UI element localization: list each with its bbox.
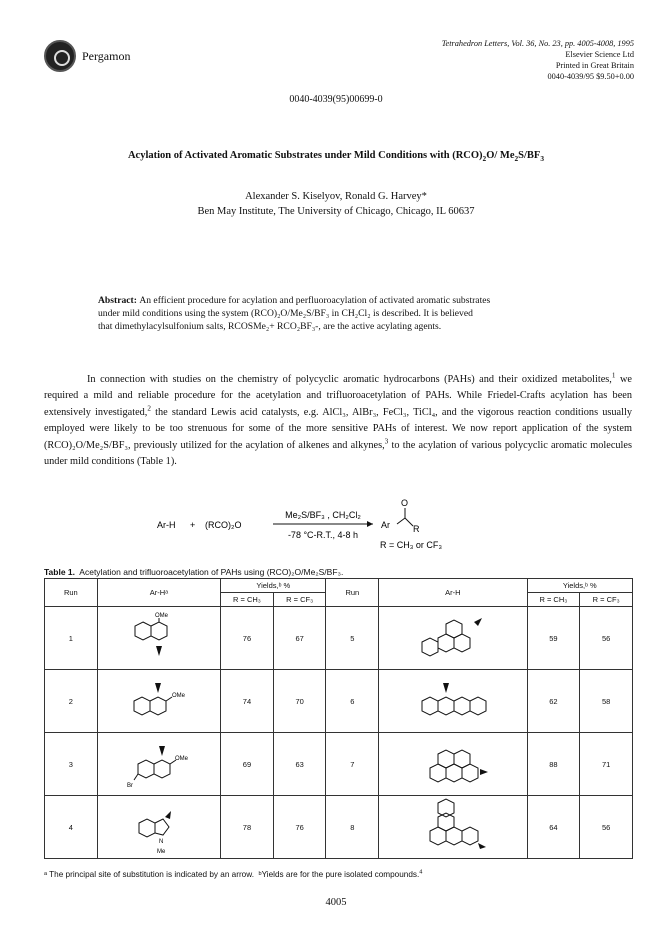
header-rch3-left: R = CH₃ [221, 593, 274, 607]
product-ar: Ar [381, 520, 390, 530]
footnote-a: ᵃ The principal site of substitution is indicated by an arrow. [44, 870, 254, 879]
yield-cf3: 58 [580, 670, 633, 733]
yield-cf3: 56 [580, 607, 633, 670]
run-number: 2 [45, 670, 98, 733]
price-line: 0040-4039/95 $9.50+0.00 [547, 72, 634, 81]
methoxynaphthalene-structure [129, 608, 189, 668]
n-label: N [158, 839, 164, 845]
body-paragraph [44, 372, 632, 470]
copyright-line: Elsevier Science Ltd [565, 50, 634, 59]
product-o: O [401, 498, 409, 508]
table-header-row-1 [45, 579, 633, 593]
bromomethoxynaphthalene-structure [124, 734, 194, 794]
affiliation: Ben May Institute, The University of Chicago, Chicago, IL 60637 [197, 206, 475, 217]
substitution-arrow [480, 769, 488, 775]
pah-structure-8 [408, 797, 498, 857]
header-arh-right: Ar-H [379, 579, 527, 607]
yield-ch3: 62 [527, 670, 580, 733]
product-bonds [397, 518, 413, 526]
pah-structure-5 [408, 608, 498, 668]
body-text-3: the standard Lewis acid catalysts, e.g. AlCl₃, AlBr₃, FeCl₃, TiCl₄, and the vigorous reaction conditions usually employed were likely to be too strenuous for some of the more sensitive PAHs of interest. We now report application of the system (RCO)₂O/Me₂S/BF₃, previously utilized for the acylation of alkenes and alkynes, [44, 406, 632, 451]
ome-label: OMe [154, 613, 168, 619]
yield-ch3: 88 [527, 733, 580, 796]
table-row [45, 733, 633, 796]
yield-cf3: 76 [273, 796, 326, 859]
methoxynaphthalene-structure-2 [124, 671, 194, 731]
yield-cf3: 56 [580, 796, 633, 859]
structure-cell [97, 607, 220, 670]
run-number: 3 [45, 733, 98, 796]
header-run-left: Run [45, 579, 98, 607]
yield-ch3: 74 [221, 670, 274, 733]
footnote-b: ᵇYields are for the pure isolated compounds. [258, 870, 420, 879]
structure-cell [379, 670, 527, 733]
pah-structure-6 [408, 671, 498, 731]
abstract-line-3: that dimethylacylsulfonium salts, RCOSMe₂+ RCO₂BF₃-, are the active acylating agents. [98, 321, 442, 333]
publisher-name: Pergamon [82, 49, 131, 63]
title-part-1: Acylation of Activated Aromatic Substrates under Mild Conditions with (RCO) [127, 150, 483, 161]
title-part-3: S/BF [518, 150, 541, 161]
ome-label: OMe [174, 756, 188, 762]
header-rcf3-left: R = CF₃ [273, 593, 326, 607]
body-text-2: we required a mild and reliable procedure for the acetylation and trifluoroacetylation of PAHs. While Friedel-Crafts acylation has been extensively investigated, [44, 374, 632, 418]
publisher-logo [44, 40, 76, 72]
journal-info [442, 38, 634, 82]
run-number: 6 [326, 670, 379, 733]
header-yields-right: Yields,ᵇ % [527, 579, 632, 593]
conditions: -78 °C-R.T., 4-8 h [287, 530, 359, 540]
table-row [45, 796, 633, 859]
substitution-arrow [159, 746, 165, 756]
structure-cell [97, 670, 220, 733]
table-row [45, 670, 633, 733]
substitution-arrow [474, 618, 482, 626]
printed-line: Printed in Great Britain [555, 61, 634, 70]
br-label: Br [126, 783, 133, 789]
run-number: 8 [326, 796, 379, 859]
page-number: 4005 [325, 897, 347, 908]
ref-4: 4 [419, 869, 423, 876]
structure-cell [97, 796, 220, 859]
table-label: Table 1. [44, 567, 76, 577]
structure-cell [379, 607, 527, 670]
body-text-4: to the acylation of various polycyclic aromatic molecules under mild conditions (Table 1). [44, 439, 632, 468]
header-rch3-right: R = CH₃ [527, 593, 580, 607]
ome-label: OMe [171, 693, 185, 699]
substitution-arrow [478, 843, 486, 849]
arrow-head [367, 521, 373, 527]
r-definition: R = CH₃ or CF₃ [380, 540, 443, 550]
structure-cell [379, 796, 527, 859]
header-yields-left: Yields,ᵇ % [221, 579, 326, 593]
table-footnote [44, 870, 422, 879]
yield-ch3: 64 [527, 796, 580, 859]
reagents: Me₂S/BF₃ , CH₂Cl₂ [285, 510, 361, 520]
title-part-2: O/ Me [486, 150, 515, 161]
reactant-arh: Ar-H [157, 520, 176, 530]
run-number: 1 [45, 607, 98, 670]
abstract-label: Abstract: [98, 295, 137, 306]
abstract-line-1: An efficient procedure for acylation and perfluoroacylation of activated aromatic substrates [139, 295, 491, 306]
table-row [45, 607, 633, 670]
ref-2: 2 [147, 404, 151, 413]
structure-cell [97, 733, 220, 796]
abstract [98, 294, 578, 334]
yield-ch3: 69 [221, 733, 274, 796]
product-r: R [413, 524, 420, 534]
authors-block [0, 189, 672, 219]
yield-ch3: 76 [221, 607, 274, 670]
paper-title: Acylation of Activated Aromatic Substrates under Mild Conditions with $(RCO)_2O/$ $Me_2S/BF_3$ [127, 150, 545, 164]
header-rcf3-right: R = CF₃ [580, 593, 633, 607]
substitution-arrow [443, 683, 449, 693]
results-table [44, 578, 633, 859]
run-number: 7 [326, 733, 379, 796]
yield-cf3: 71 [580, 733, 633, 796]
substitution-arrow [156, 646, 162, 656]
yield-cf3: 67 [273, 607, 326, 670]
methylindole-structure [129, 797, 189, 857]
run-number: 4 [45, 796, 98, 859]
header-run-right: Run [326, 579, 379, 607]
table-caption-text: Acetylation and trifluoroacetylation of PAHs using (RCO)₂O/Me₂S/BF₃. [79, 567, 344, 577]
table-caption [44, 567, 343, 577]
yield-cf3: 63 [273, 733, 326, 796]
plus-sign: + [190, 520, 196, 530]
header-arh-left: Ar-Hᵃ [97, 579, 220, 607]
substitution-arrow [155, 683, 161, 693]
authors: Alexander S. Kiselyov, Ronald G. Harvey* [245, 191, 427, 202]
abstract-line-2: under mild conditions using the system (RCO)₂O/Me₂S/BF₃ in CH₂Cl₂ is described. It is believed [98, 308, 473, 320]
reaction-scheme [155, 496, 495, 556]
reaction-scheme-svg [155, 496, 495, 556]
yield-ch3: 59 [527, 607, 580, 670]
pah-structure-7 [408, 734, 498, 794]
substitution-arrow [165, 811, 171, 819]
run-number: 5 [326, 607, 379, 670]
body-text-1: In connection with studies on the chemistry of polycyclic aromatic hydrocarbons (PAHs) and their oxidized metabolites, [87, 374, 612, 385]
journal-citation: Tetrahedron Letters, Vol. 36, No. 23, pp. 4005-4008, 1995 [441, 39, 634, 48]
ref-1: 1 [611, 371, 616, 380]
structure-cell [379, 733, 527, 796]
reactant-anhydride: (RCO)₂O [205, 520, 242, 530]
doi: 0040-4039(95)00699-0 [289, 94, 383, 105]
me-label: Me [156, 849, 166, 855]
ref-3: 3 [384, 437, 389, 446]
yield-ch3: 78 [221, 796, 274, 859]
yield-cf3: 70 [273, 670, 326, 733]
